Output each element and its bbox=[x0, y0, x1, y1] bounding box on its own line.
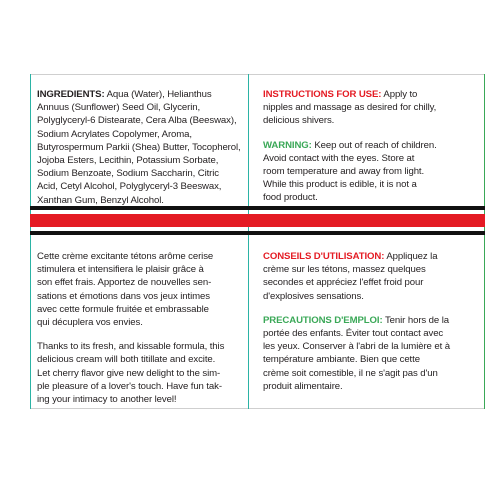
warning-line: Keep out of reach of children. bbox=[314, 139, 437, 151]
warning-heading: WARNING: bbox=[263, 139, 312, 151]
ingredients-line: Acid, Cetyl Alcohol, Polyglyceryl-3 Beeswax, bbox=[37, 181, 222, 193]
english-line: Let cherry flavor give new delight to the sim- bbox=[37, 367, 221, 379]
label-bottom-edge bbox=[30, 408, 485, 409]
left-rule bbox=[30, 74, 31, 409]
stripe-black-bottom bbox=[30, 231, 485, 235]
warning-line: While this product is edible, it is not a bbox=[263, 179, 417, 191]
french-line: avec cette formule fruitée et embrassable bbox=[37, 303, 209, 315]
conseils-text bbox=[263, 250, 478, 303]
ingredients-panel bbox=[37, 88, 242, 207]
conseils-line: d'explosives sensations. bbox=[263, 290, 364, 302]
conseils-panel bbox=[263, 250, 478, 393]
conseils-line: secondes et appréciez l'effet froid pour bbox=[263, 277, 424, 289]
english-line: ple pleasure of a lover's touch. Have fun tak- bbox=[37, 380, 222, 392]
warning-text bbox=[263, 139, 475, 205]
instructions-line: nipples and massage as desired for chilly, bbox=[263, 102, 437, 114]
conseils-heading: CONSEILS D'UTILISATION: bbox=[263, 251, 385, 262]
warning-line: room temperature and away from light. bbox=[263, 166, 425, 178]
ingredients-line: Xanthan Gum, Benzyl Alcohol. bbox=[37, 194, 164, 206]
ingredients-line: Butyrospermum Parkii (Shea) Butter, Tocopherol, bbox=[37, 141, 241, 153]
english-line: Thanks to its fresh, and kissable formula, this bbox=[37, 341, 225, 353]
english-line: delicious cream will both titillate and excite. bbox=[37, 354, 216, 366]
french-description bbox=[37, 250, 243, 329]
warning-line: Avoid contact with the eyes. Store at bbox=[263, 152, 415, 164]
ingredients-line: Jojoba Esters, Lecithin, Potassium Sorbate, bbox=[37, 155, 219, 167]
english-line: ing your intimacy to another level! bbox=[37, 394, 177, 406]
right-rule bbox=[484, 74, 485, 409]
french-line: son effet frais. Apportez de nouvelles sen- bbox=[37, 277, 212, 289]
instructions-heading: INSTRUCTIONS FOR USE: bbox=[263, 89, 382, 100]
precautions-line: portée des enfants. Éviter tout contact avec bbox=[263, 328, 444, 340]
precautions-line: crème soit comestible, il ne s'agit pas d'un bbox=[263, 367, 438, 379]
ingredients-line: Polyglyceryl-6 Distearate, Cera Alba (Beeswax), bbox=[37, 115, 237, 127]
instructions-text bbox=[263, 88, 475, 128]
ingredients-line: Aqua (Water), Helianthus bbox=[106, 89, 212, 100]
ingredients-text bbox=[37, 88, 242, 207]
instructions-line: delicious shivers. bbox=[263, 115, 335, 127]
center-rule bbox=[248, 74, 249, 409]
ingredients-line: Sodium Benzoate, Sodium Saccharin, Citric bbox=[37, 168, 219, 180]
french-line: stimulera et intensifiera le plaisir grâce à bbox=[37, 264, 204, 276]
instructions-line: Apply to bbox=[383, 89, 418, 100]
precautions-text bbox=[263, 314, 478, 393]
description-panel bbox=[37, 250, 243, 406]
warning-line: food product. bbox=[263, 192, 318, 204]
english-description bbox=[37, 340, 243, 406]
label-top-edge bbox=[30, 74, 485, 75]
product-label bbox=[30, 74, 485, 409]
stripe-band bbox=[30, 206, 485, 236]
ingredients-heading: INGREDIENTS: bbox=[37, 89, 105, 100]
precautions-line: les yeux. Conserver à l'abri de la lumière et à bbox=[263, 341, 450, 353]
precautions-line: produit alimentaire. bbox=[263, 380, 343, 392]
precautions-heading: PRECAUTIONS D'EMPLOI: bbox=[263, 314, 383, 326]
precautions-line: température ambiante. Bien que cette bbox=[263, 354, 420, 366]
instructions-panel bbox=[263, 88, 475, 205]
ingredients-line: Sodium Acrylates Copolymer, Aroma, bbox=[37, 128, 192, 140]
french-line: qui décuplera vos envies. bbox=[37, 317, 143, 329]
precautions-line: Tenir hors de la bbox=[384, 314, 449, 326]
conseils-line: crème sur les tétons, massez quelques bbox=[263, 264, 426, 276]
french-line: Cette crème excitante tétons arôme cerise bbox=[37, 251, 214, 262]
ingredients-line: Annuus (Sunflower) Seed Oil, Glycerin, bbox=[37, 102, 201, 114]
french-line: sations et émotions dans vos jeux intimes bbox=[37, 290, 210, 302]
stripe-red bbox=[30, 214, 485, 227]
conseils-line: Appliquez la bbox=[386, 251, 438, 262]
